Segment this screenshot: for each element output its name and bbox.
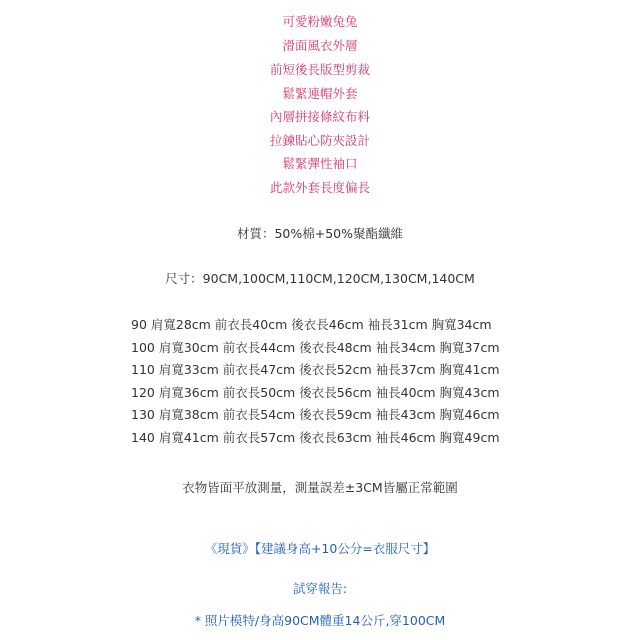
feature-item: 鬆緊彈性袖口	[282, 156, 358, 171]
fitting-report-detail: * 照片模特/身高90CM體重14公斤,穿100CM	[194, 613, 446, 628]
feature-item: 拉鍊貼心防夾設計	[269, 133, 370, 148]
measurement-note: 衣物皆面平放測量，測量誤差±3CM皆屬正常範圍	[182, 480, 458, 495]
fitting-report-title: 試穿報告:	[292, 581, 348, 596]
size-chart-row: 130 肩寬38cm 前衣長54cm 後衣長59cm 袖長43cm 胸寬46cm	[131, 407, 500, 422]
size-chart-row: 90 肩寬28cm 前衣長40cm 後衣長46cm 袖長31cm 胸寬34cm	[131, 317, 492, 332]
feature-item: 內層拼接條紋布料	[269, 109, 370, 124]
feature-item: 滑面風衣外層	[282, 38, 358, 53]
material-text: 材質：50%棉+50%聚酯纖維	[236, 226, 404, 241]
size-chart-row: 140 肩寬41cm 前衣長57cm 後衣長63cm 袖長46cm 胸寬49cm	[131, 429, 500, 445]
size-options-text: 尺寸：90CM,100CM,110CM,120CM,130CM,140CM	[165, 271, 475, 286]
stock-note: 《現貨》【建議身高+10公分=衣服尺寸】	[204, 541, 436, 556]
feature-item: 此款外套長度偏長	[269, 180, 370, 195]
size-chart-row: 120 肩寬36cm 前衣長50cm 後衣長56cm 袖長40cm 胸寬43cm	[131, 384, 500, 400]
feature-item: 前短後長版型剪裁	[269, 62, 370, 77]
feature-item: 鬆緊連帽外套	[282, 86, 358, 101]
size-chart	[131, 316, 531, 451]
size-chart-row: 100 肩寬30cm 前衣長44cm 後衣長48cm 袖長34cm 胸寬37cm	[131, 339, 500, 355]
feature-item: 可愛粉嫩兔兔	[282, 14, 358, 29]
size-chart-row: 110 肩寬33cm 前衣長47cm 後衣長52cm 袖長37cm 胸寬41cm	[131, 362, 500, 377]
